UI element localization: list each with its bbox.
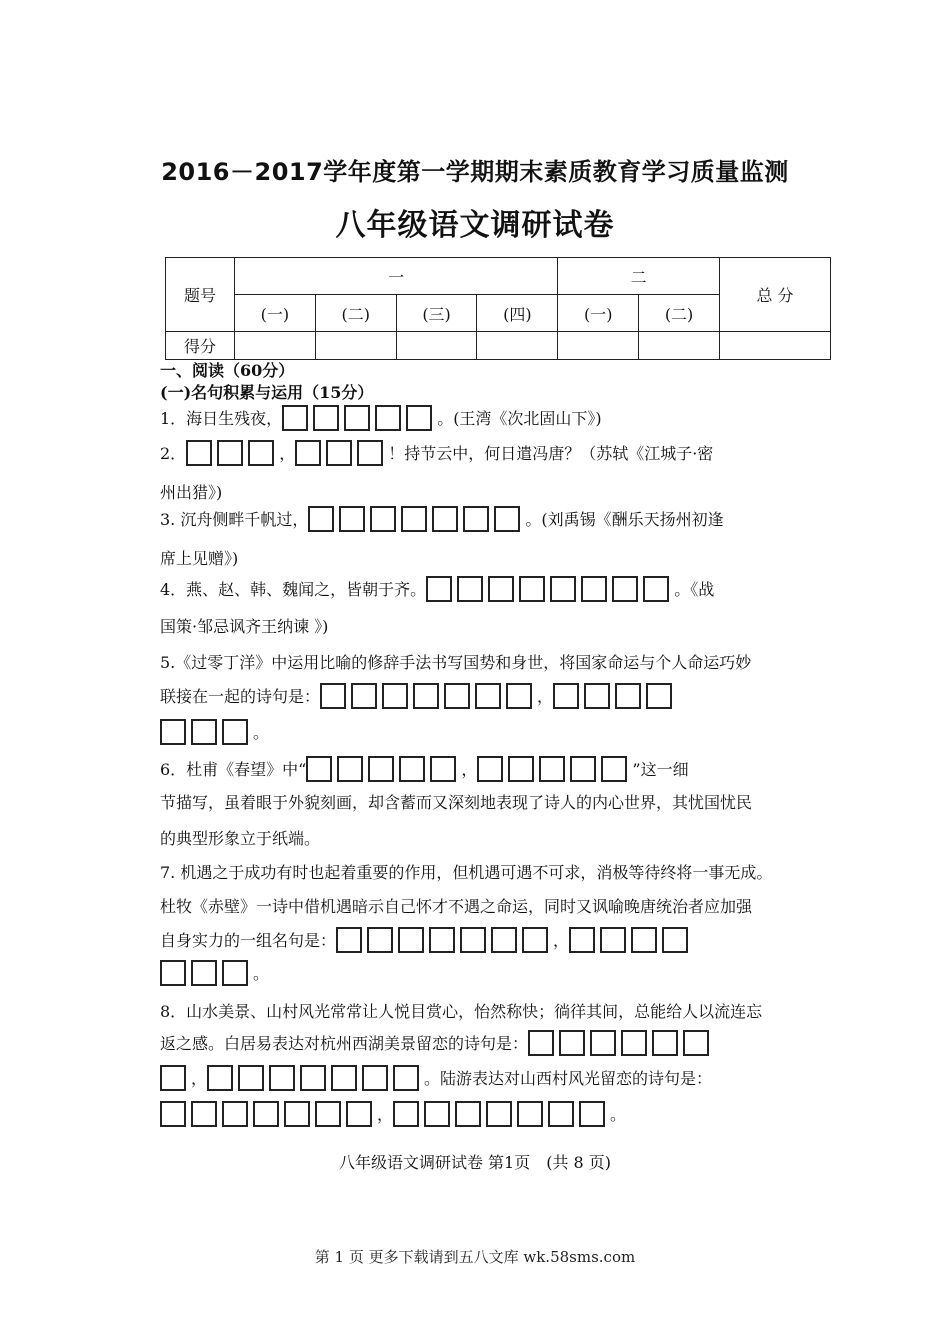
answer-box[interactable] bbox=[590, 1030, 616, 1056]
answer-box[interactable] bbox=[600, 927, 626, 953]
answer-box[interactable] bbox=[621, 1030, 647, 1056]
score-cell[interactable] bbox=[639, 332, 720, 360]
total-score-cell[interactable] bbox=[720, 332, 831, 360]
answer-box[interactable] bbox=[313, 405, 339, 431]
answer-box[interactable] bbox=[393, 1065, 419, 1091]
score-cell[interactable] bbox=[396, 332, 477, 360]
answer-box[interactable] bbox=[488, 576, 514, 602]
question-1: 1．海日生残夜， 。(王湾《次北固山下》) bbox=[160, 402, 602, 436]
answer-box[interactable] bbox=[399, 756, 425, 782]
answer-box[interactable] bbox=[300, 1065, 326, 1091]
answer-box[interactable] bbox=[457, 576, 483, 602]
answer-box[interactable] bbox=[284, 1101, 310, 1127]
question-8-cont: 返之感。白居易表达对杭州西湖美景留恋的诗句是： bbox=[160, 1027, 714, 1061]
exam-subtitle: 八年级语文调研试卷 bbox=[335, 208, 615, 243]
question-8-cont2: ， 。陆游表达对山西村风光留恋的诗句是： bbox=[160, 1062, 712, 1096]
answer-box[interactable] bbox=[393, 1101, 419, 1127]
answer-box[interactable] bbox=[406, 405, 432, 431]
answer-box[interactable] bbox=[186, 440, 212, 466]
question-7-cont2: 自身实力的一组名句是： ， bbox=[160, 924, 693, 958]
answer-box[interactable] bbox=[160, 719, 186, 745]
answer-box[interactable] bbox=[370, 506, 396, 532]
answer-box[interactable] bbox=[494, 506, 520, 532]
question-4-cont: 国策·邹忌讽齐王纳谏 》) bbox=[160, 617, 329, 636]
answer-box[interactable] bbox=[615, 683, 641, 709]
group-one-header: 一 bbox=[235, 258, 558, 295]
score-table bbox=[165, 257, 831, 360]
question-7-cont: 杜牧《赤壁》一诗中借机遇暗示自己怀才不遇之命运，同时又讽喻晚唐统治者应加强 bbox=[160, 897, 753, 916]
answer-box[interactable] bbox=[579, 1101, 605, 1127]
answer-box[interactable] bbox=[222, 960, 248, 986]
answer-box[interactable] bbox=[506, 683, 532, 709]
answer-box[interactable] bbox=[191, 1101, 217, 1127]
question-6-cont: 节描写，虽着眼于外貌刻画，却含蓄而又深刻地表现了诗人的内心世界，其忧国忧民 bbox=[160, 793, 753, 812]
answer-box[interactable] bbox=[346, 1101, 372, 1127]
answer-box[interactable] bbox=[331, 1065, 357, 1091]
section-heading: 一、阅读（60分） bbox=[160, 361, 295, 380]
answer-box[interactable] bbox=[429, 927, 455, 953]
subsection-heading: (一)名句积累与运用（15分） bbox=[160, 383, 374, 402]
answer-box[interactable] bbox=[306, 756, 332, 782]
answer-box[interactable] bbox=[282, 405, 308, 431]
question-6-cont2: 的典型形象立于纸端。 bbox=[160, 829, 321, 848]
answer-box[interactable] bbox=[160, 960, 186, 986]
answer-box[interactable] bbox=[351, 683, 377, 709]
answer-box[interactable] bbox=[222, 719, 248, 745]
answer-box[interactable] bbox=[367, 927, 393, 953]
answer-box[interactable] bbox=[337, 756, 363, 782]
question-3-cont: 席上见赠》) bbox=[160, 549, 239, 568]
answer-box[interactable] bbox=[320, 683, 346, 709]
answer-box[interactable] bbox=[601, 756, 627, 782]
subcol-header: (二) bbox=[639, 295, 720, 332]
question-3: 3. 沉舟侧畔千帆过， 。(刘禹锡《酬乐天扬州初逢 bbox=[160, 503, 724, 537]
question-5-cont: 联接在一起的诗句是： ， bbox=[160, 680, 677, 714]
total-header: 总 分 bbox=[720, 258, 831, 332]
score-cell[interactable] bbox=[235, 332, 316, 360]
answer-box[interactable] bbox=[646, 683, 672, 709]
answer-box[interactable] bbox=[357, 440, 383, 466]
answer-box[interactable] bbox=[455, 1101, 481, 1127]
answer-box[interactable] bbox=[486, 1101, 512, 1127]
subcol-header: (四) bbox=[477, 295, 558, 332]
answer-box[interactable] bbox=[222, 1101, 248, 1127]
question-5: 5.《过零丁洋》中运用比喻的修辞手法书写国势和身世，将国家命运与个人命运巧妙 bbox=[160, 653, 752, 672]
question-7: 7. 机遇之于成功有时也起着重要的作用，但机遇可遇不可求，消极等待终将一事无成。 bbox=[160, 863, 773, 882]
page-footer: 八年级语文调研试卷 第1页 (共 8 页) bbox=[338, 1153, 612, 1172]
subcol-header: (二) bbox=[315, 295, 396, 332]
answer-box[interactable] bbox=[308, 506, 334, 532]
question-2-cont: 州出猎》) bbox=[160, 483, 223, 502]
answer-box[interactable] bbox=[160, 1065, 186, 1091]
answer-box[interactable] bbox=[475, 683, 501, 709]
answer-box[interactable] bbox=[683, 1030, 709, 1056]
answer-box[interactable] bbox=[550, 576, 576, 602]
question-4: 4．燕、赵、韩、魏闻之，皆朝于齐。 。《战 bbox=[160, 573, 714, 607]
answer-box[interactable] bbox=[444, 683, 470, 709]
answer-box[interactable] bbox=[207, 1065, 233, 1091]
answer-box[interactable] bbox=[269, 1065, 295, 1091]
score-cell[interactable] bbox=[477, 332, 558, 360]
question-7-cont3: 。 bbox=[160, 957, 269, 991]
answer-box[interactable] bbox=[581, 576, 607, 602]
score-label-cell: 得分 bbox=[166, 332, 235, 360]
answer-box[interactable] bbox=[539, 756, 565, 782]
answer-box[interactable] bbox=[460, 927, 486, 953]
answer-box[interactable] bbox=[426, 576, 452, 602]
answer-box[interactable] bbox=[217, 440, 243, 466]
answer-box[interactable] bbox=[336, 927, 362, 953]
answer-box[interactable] bbox=[569, 927, 595, 953]
group-two-header: 二 bbox=[558, 258, 720, 295]
subcol-header: (三) bbox=[396, 295, 477, 332]
answer-box[interactable] bbox=[584, 683, 610, 709]
answer-box[interactable] bbox=[253, 1101, 279, 1127]
answer-box[interactable] bbox=[522, 927, 548, 953]
answer-box[interactable] bbox=[463, 506, 489, 532]
subcol-header: (一) bbox=[558, 295, 639, 332]
answer-box[interactable] bbox=[160, 1101, 186, 1127]
answer-box[interactable] bbox=[382, 683, 408, 709]
answer-box[interactable] bbox=[339, 506, 365, 532]
answer-box[interactable] bbox=[191, 719, 217, 745]
answer-box[interactable] bbox=[528, 1030, 554, 1056]
answer-box[interactable] bbox=[643, 576, 669, 602]
question-8-cont3: ， 。 bbox=[160, 1098, 626, 1132]
answer-box[interactable] bbox=[248, 440, 274, 466]
answer-box[interactable] bbox=[238, 1065, 264, 1091]
question-5-cont2: 。 bbox=[160, 716, 269, 750]
answer-box[interactable] bbox=[517, 1101, 543, 1127]
answer-box[interactable] bbox=[315, 1101, 341, 1127]
answer-box[interactable] bbox=[519, 576, 545, 602]
answer-box[interactable] bbox=[570, 756, 596, 782]
answer-box[interactable] bbox=[413, 683, 439, 709]
question-8: 8．山水美景、山村风光常常让人悦目赏心，怡然称快；徜徉其间，总能给人以流连忘 bbox=[160, 1002, 763, 1021]
answer-box[interactable] bbox=[398, 927, 424, 953]
answer-box[interactable] bbox=[652, 1030, 678, 1056]
answer-box[interactable] bbox=[432, 506, 458, 532]
question-2: 2． ， ！持节云中，何日遣冯唐？（苏轼《江城子·密 bbox=[160, 437, 713, 471]
answer-box[interactable] bbox=[375, 405, 401, 431]
answer-box[interactable] bbox=[424, 1101, 450, 1127]
answer-box[interactable] bbox=[662, 927, 688, 953]
answer-box[interactable] bbox=[548, 1101, 574, 1127]
answer-box[interactable] bbox=[326, 440, 352, 466]
answer-box[interactable] bbox=[362, 1065, 388, 1091]
score-cell[interactable] bbox=[558, 332, 639, 360]
question-6: 6．杜甫《春望》中“ ， ”这一细 bbox=[160, 753, 689, 787]
answer-box[interactable] bbox=[368, 756, 394, 782]
answer-box[interactable] bbox=[553, 683, 579, 709]
exam-header-title: 2016－2017学年度第一学期期末素质教育学习质量监测 bbox=[161, 158, 789, 186]
answer-box[interactable] bbox=[631, 927, 657, 953]
question-label-cell: 题号 bbox=[166, 258, 235, 332]
answer-box[interactable] bbox=[491, 927, 517, 953]
subcol-header: (一) bbox=[235, 295, 316, 332]
answer-box[interactable] bbox=[559, 1030, 585, 1056]
answer-box[interactable] bbox=[401, 506, 427, 532]
answer-box[interactable] bbox=[612, 576, 638, 602]
answer-box[interactable] bbox=[344, 405, 370, 431]
answer-box[interactable] bbox=[430, 756, 456, 782]
download-watermark: 第 1 页 更多下载请到五八文库 wk.58sms.com bbox=[314, 1248, 636, 1266]
answer-box[interactable] bbox=[295, 440, 321, 466]
answer-box[interactable] bbox=[191, 960, 217, 986]
answer-box[interactable] bbox=[477, 756, 503, 782]
answer-box[interactable] bbox=[508, 756, 534, 782]
score-cell[interactable] bbox=[315, 332, 396, 360]
